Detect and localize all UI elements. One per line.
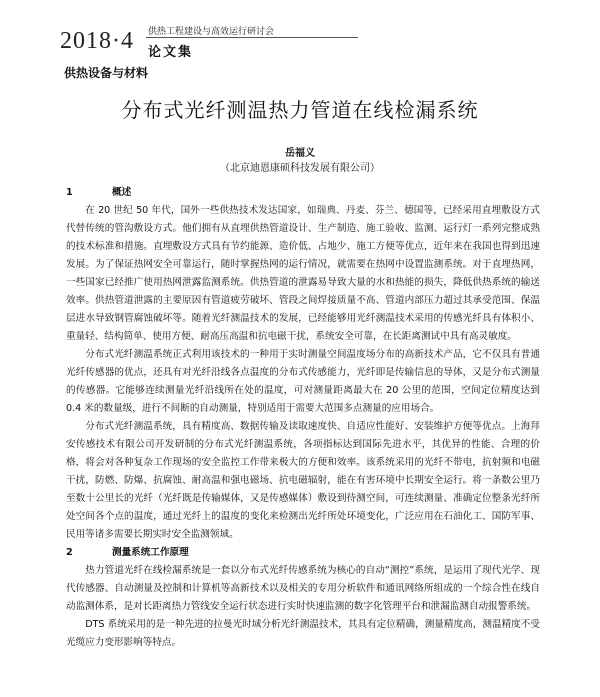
year-issue: 2018·4	[60, 28, 134, 54]
paragraph: DTS 系统采用的是一种先进的拉曼光时域分析光纤测温技术，其具有定位精确，测量精度高，测温精度不受光缆应力变形影响等特点。	[66, 619, 540, 648]
header-rule	[146, 37, 358, 38]
article-title: 分布式光纤测温热力管道在线检漏系统	[121, 98, 479, 122]
category-label: 供热设备与材料	[64, 66, 149, 80]
article-body	[66, 184, 540, 652]
section-title: 测量系统工作原理	[112, 547, 189, 558]
conference-name: 供热工程建设与高效运行研讨会	[148, 27, 275, 37]
paragraph: 在 20 世纪 50 年代，国外一些供热技术发达国家，如瑞典、丹麦、芬兰、德国等，已经采用直埋敷设方式代替传统的管沟敷设方式。他们拥有从直埋供热管道设计、生产制造、施工验收、监测、运行灯一系列完整成熟的技术标准和措施。直埋敷设方式具有节约能源、造价低、占地少、施工方便等优点，近年来在我国也得到迅速发展。为了保证热网安全可靠运行，随时掌握热网的运行情况，就需要在热网中设置监测系统。对于直埋热网，一些国家已经推广使用热网泄露监测系统。供热管道的泄露易导致大量的水和热能的损失，降低供热系统的输送效率。供热管道泄露的主要原因有管道疲劳破坏、管段之间焊接质量不高、管道内部压力超过其承受范围、保温层进水导致钢管腐蚀破坏等。随着光纤测温技术的发展，已经能够用光纤测温技术采用的传感光纤具有体积小、重量轻、结构简单、使用方便、耐高压高温和抗电磁干扰，系统安全可靠，在长距离测试中具有高灵敏度。	[66, 205, 540, 342]
author-affiliation: （北京迪恩康硕科技发展有限公司）	[220, 163, 380, 174]
paragraph: 分布式光纤测温系统，具有精度高、数据传输及读取速度快、自适应性能好、安装维护方便等优点。上海拜安传感技术有限公司开发研制的分布式光纤测温系统，各项指标达到国际先进水平，其优异的性能、合理的价格，将会对各种复杂工作现场的安全监控工作带来极大的方便和效率。该系统采用的光纤不带电，抗射频和电磁干扰，防燃、防爆、抗腐蚀、耐高温和强电磁场、抗电磁辐射，能在有害环境中长期安全运行。将一条数公里乃至数十公里长的光纤（光纤既是传输媒体，又是传感媒体）敷设到待测空间，可连续测量、准确定位整条光纤所处空间各个点的温度，通过光纤上的温度的变化来检测出光纤所处环境变化，广泛应用在石油化工、国防军事、民用等诸多需要长期实时安全监测领域。	[66, 421, 540, 540]
section-title: 概述	[112, 187, 132, 198]
section-heading	[66, 184, 540, 202]
collection-name: 论文集	[148, 45, 194, 60]
paragraph: 分布式光纤测温系统正式利用该技术的一种用于实时测量空间温度场分布的高新技术产品，它不仅具有普通光纤传感器的优点，还具有对光纤沿线各点温度的分布式传感能力，光纤即是传输信息的导体，又是分布式测量的传感器。它能够连续测量光纤沿线所在处的温度，可对测量距离最大在 20 公里的范围，空间定位精度达到 0.4 米的数量级，进行不间断的自动测量，特别适用于需要大范围多点测量的应用场合。	[66, 349, 540, 414]
section-number: 2	[66, 547, 73, 558]
section-number: 1	[66, 187, 73, 198]
section-heading	[66, 544, 540, 562]
paragraph: 热力管道光纤在线检漏系统是一套以分布式光纤传感系统为核心的自动“测控”系统，是运用了现代光学、现代传感器、自动测量及控制和计算机等高新技术以及相关的专用分析软件和通讯网络所组成的一个综合性在线自动监测体系，是对长距离热力管线安全运行状态进行实时快速监测的数字化管理平台和泄漏监测自动报警系统。	[66, 565, 540, 612]
author-name: 岳福义	[285, 148, 315, 159]
journal-header	[60, 20, 540, 60]
